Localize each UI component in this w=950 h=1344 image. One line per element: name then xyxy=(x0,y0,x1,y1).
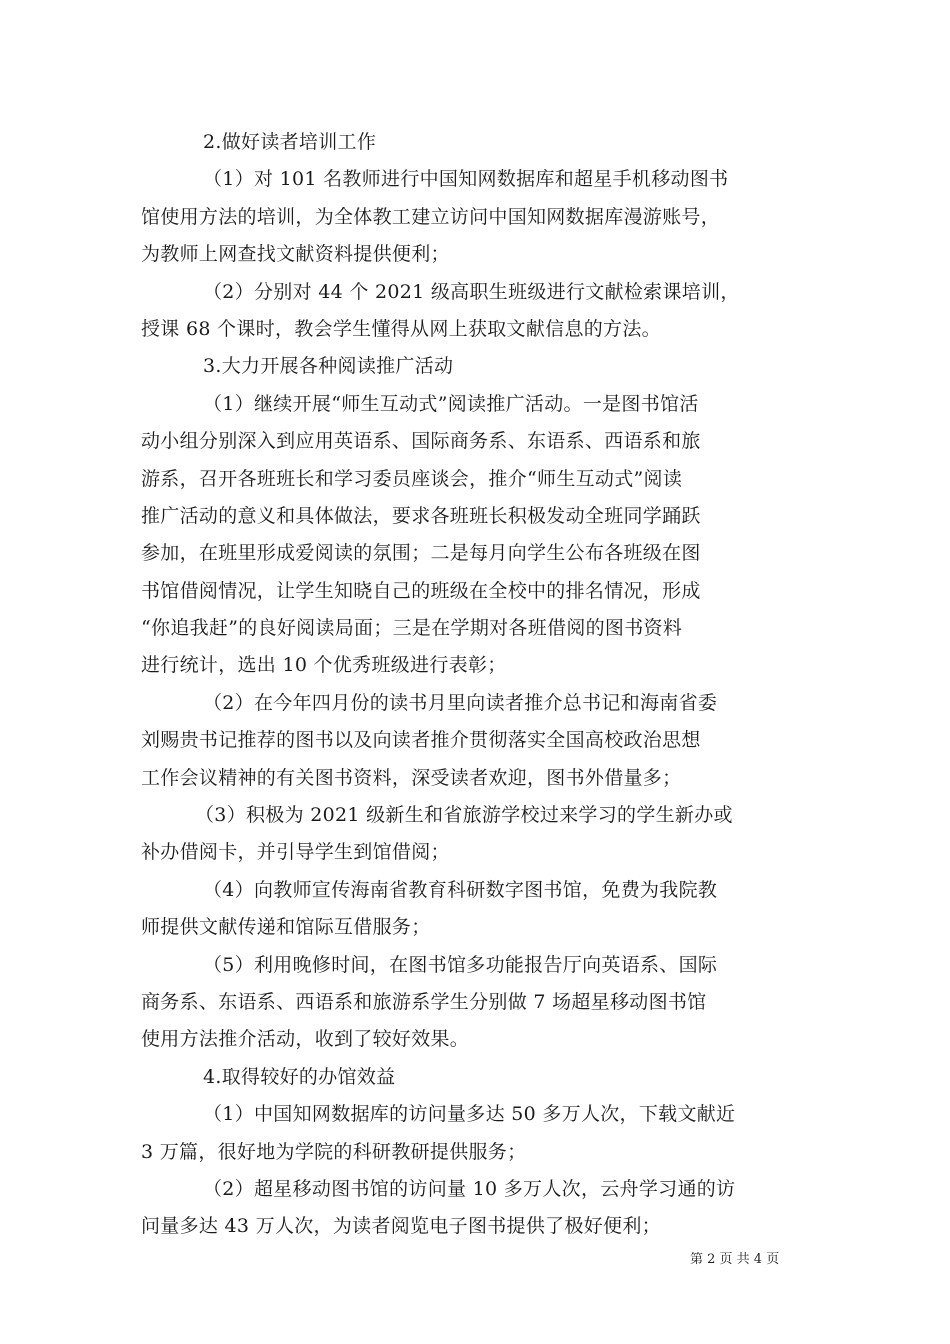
text-line: 4.取得较好的办馆效益 xyxy=(203,1065,396,1088)
text-line: 参加，在班里形成爱阅读的氛围；二是每月向学生公布各班级在图 xyxy=(141,542,701,565)
text-line: 师提供文献传递和馆际互借服务； xyxy=(141,916,431,939)
page-number-footer: 第 2 页 共 4 页 xyxy=(690,1252,780,1267)
text-line: 使用方法推介活动，收到了较好效果。 xyxy=(141,1028,470,1051)
text-line: 推广活动的意义和具体做法，要求各班班长积极发动全班同学踊跃 xyxy=(141,504,701,527)
text-line: 工作会议精神的有关图书资料，深受读者欢迎，图书外借量多； xyxy=(141,766,682,789)
text-line: 馆使用方法的培训，为全体教工建立访问中国知网数据库漫游账号， xyxy=(141,205,721,228)
text-line: 书馆借阅情况，让学生知晓自己的班级在全校中的排名情况，形成 xyxy=(141,579,701,602)
text-line: （3）积极为 2021 级新生和省旅游学校过来学习的学生新办或 xyxy=(195,804,733,827)
text-line: （1）中国知网数据库的访问量多达 50 多万人次，下载文献近 xyxy=(203,1103,736,1126)
text-line: 补办借阅卡，并引导学生到馆借阅； xyxy=(141,841,450,864)
text-line: （2）超星移动图书馆的访问量 10 多万人次，云舟学习通的访 xyxy=(203,1177,736,1200)
text-line: 刘赐贵书记推荐的图书以及向读者推介贯彻落实全国高校政治思想 xyxy=(141,729,701,752)
text-line: 问量多达 43 万人次，为读者阅览电子图书提供了极好便利； xyxy=(141,1215,661,1238)
text-line: 3 万篇，很好地为学院的科研教研提供服务； xyxy=(141,1140,527,1163)
text-line: “你追我赶”的良好阅读局面；三是在学期对各班借阅的图书资料 xyxy=(141,617,683,640)
text-line: 游系，召开各班班长和学习委员座谈会，推介“师生互动式”阅读 xyxy=(141,467,683,490)
text-line: （2）分别对 44 个 2021 级高职生班级进行文献检索课培训， xyxy=(203,280,740,303)
text-line: （1）对 101 名教师进行中国知网数据库和超星手机移动图书 xyxy=(203,168,729,191)
text-line: 进行统计，选出 10 个优秀班级进行表彰； xyxy=(141,654,507,677)
text-line: 商务系、东语系、西语系和旅游系学生分别做 7 场超星移动图书馆 xyxy=(141,990,707,1013)
text-line: （2）在今年四月份的读书月里向读者推介总书记和海南省委 xyxy=(203,691,718,714)
text-line: 动小组分别深入到应用英语系、国际商务系、东语系、西语系和旅 xyxy=(141,430,701,453)
text-line: （4）向教师宣传海南省教育科研数字图书馆，免费为我院教 xyxy=(203,878,718,901)
text-line: （1）继续开展“师生互动式”阅读推广活动。一是图书馆活 xyxy=(203,392,699,415)
body-text xyxy=(141,124,813,1246)
text-line: 授课 68 个课时，教会学生懂得从网上获取文献信息的方法。 xyxy=(141,317,661,340)
text-line: 为教师上网查找文献资料提供便利； xyxy=(141,243,450,266)
text-line: 2.做好读者培训工作 xyxy=(203,131,377,153)
text-line: 3.大力开展各种阅读推广活动 xyxy=(203,355,454,378)
text-line: （5）利用晚修时间，在图书馆多功能报告厅向英语系、国际 xyxy=(203,953,718,976)
